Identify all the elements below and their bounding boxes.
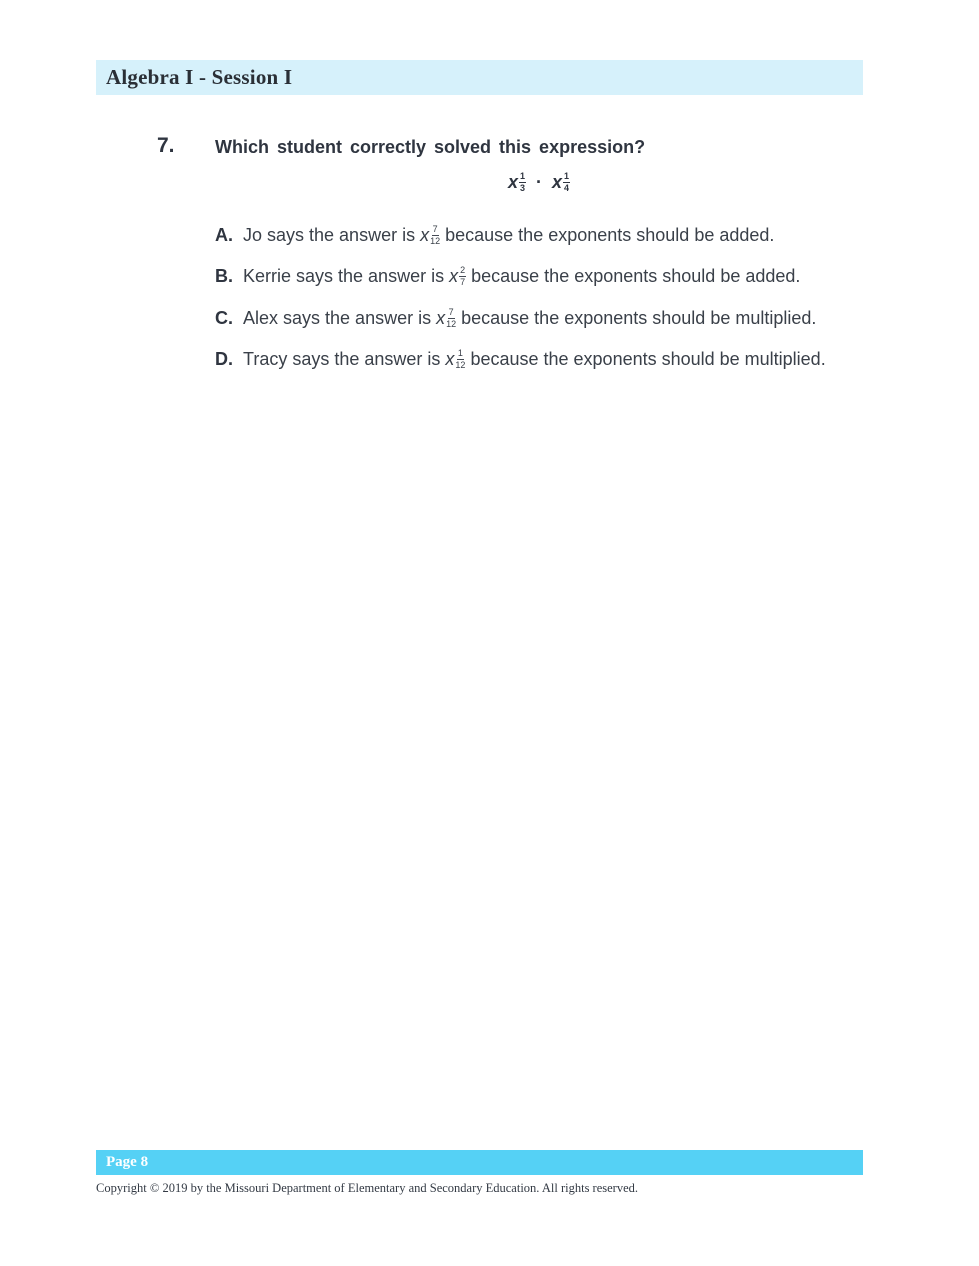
choice-base: x — [449, 266, 459, 286]
choice-text-after: because the exponents should be added. — [471, 266, 801, 286]
header-band — [96, 60, 863, 95]
right-exponent-numerator: 1 — [564, 171, 570, 181]
choice-letter: B. — [215, 266, 233, 286]
answer-choice-d[interactable] — [215, 349, 826, 370]
choice-exponent-numerator: 7 — [448, 307, 454, 317]
answer-choice-a[interactable] — [215, 225, 774, 246]
right-exponent-denominator: 4 — [564, 183, 570, 193]
choice-letter: A. — [215, 225, 233, 245]
choice-letter: D. — [215, 349, 233, 369]
choice-base: x — [445, 349, 455, 369]
copyright-notice: Copyright © 2019 by the Missouri Department of Elementary and Secondary Education. All rights reserved. — [96, 1181, 639, 1195]
choice-text-before: Kerrie says the answer is — [243, 266, 445, 286]
choice-exponent-numerator: 7 — [432, 224, 438, 234]
choice-text-after: because the exponents should be multiplied. — [461, 308, 817, 328]
choice-exponent — [455, 349, 465, 370]
left-exponent-denominator: 3 — [519, 183, 525, 193]
question-number: 7. — [157, 134, 175, 157]
question-stem: Which student correctly solved this expression? — [215, 137, 646, 157]
choice-text-before: Jo says the answer is — [243, 225, 416, 245]
answer-choice-b[interactable] — [215, 266, 800, 287]
expression-right-base: x — [552, 172, 563, 192]
choice-exponent-denominator: 12 — [446, 319, 457, 329]
choice-base: x — [420, 225, 430, 245]
choice-exponent — [459, 266, 466, 287]
choice-text-after: because the exponents should be added. — [445, 225, 775, 245]
choice-exponent-denominator: 12 — [455, 360, 466, 370]
multiplication-dot: · — [536, 172, 542, 192]
choice-exponent-numerator: 1 — [457, 348, 463, 358]
choice-exponent-denominator: 12 — [430, 236, 441, 246]
choice-exponent-numerator: 2 — [460, 265, 466, 275]
session-title: Algebra I - Session I — [106, 65, 293, 89]
expression-left-exponent — [519, 172, 526, 193]
choice-exponent — [430, 225, 440, 246]
choice-text-before: Tracy says the answer is — [243, 349, 441, 369]
choice-exponent — [446, 308, 456, 329]
choice-text-after: because the exponents should be multiplied. — [470, 349, 826, 369]
expression-left-base: x — [507, 172, 518, 192]
left-exponent-numerator: 1 — [519, 171, 525, 181]
choice-base: x — [436, 308, 446, 328]
footer-band — [96, 1150, 863, 1175]
choice-letter: C. — [215, 308, 233, 328]
page-number: Page 8 — [106, 1154, 149, 1170]
answer-choice-c[interactable] — [215, 308, 816, 329]
choice-exponent-denominator: 7 — [460, 277, 466, 287]
choice-text-before: Alex says the answer is — [243, 308, 432, 328]
expression — [0, 172, 979, 193]
expression-right-exponent — [563, 172, 570, 193]
